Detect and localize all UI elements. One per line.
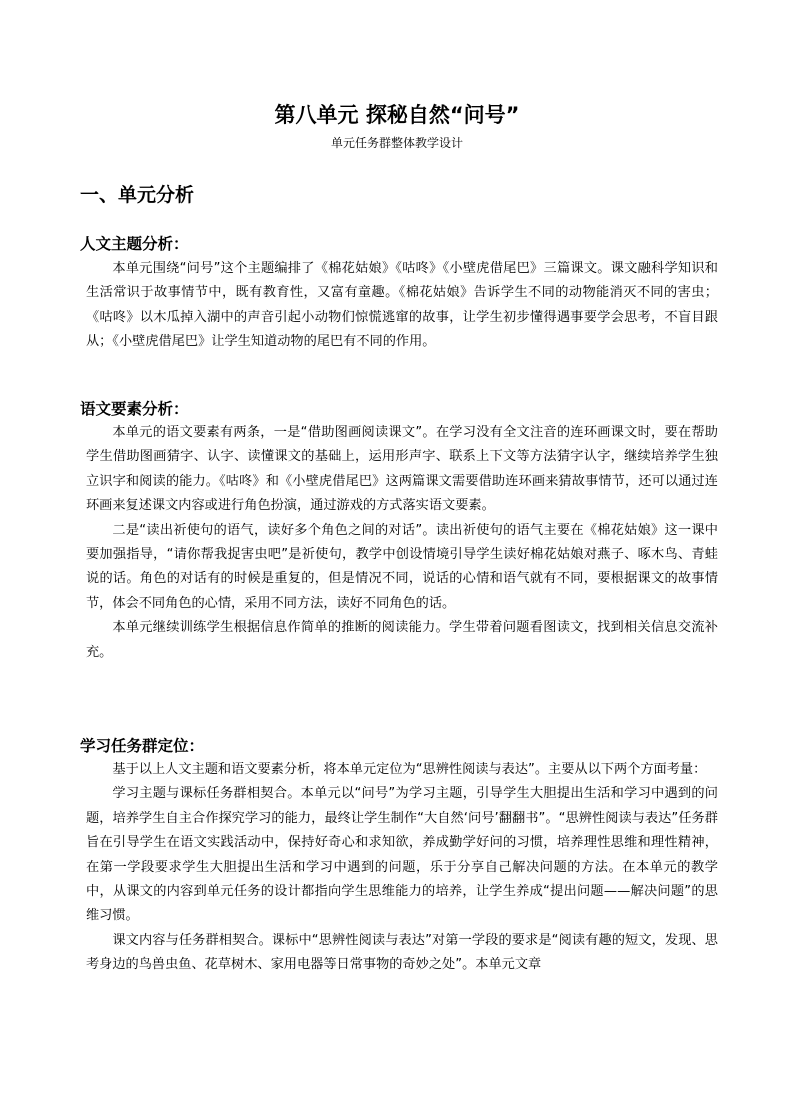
subheading-task-positioning: 学习任务群定位： <box>80 737 205 755</box>
paragraph: 二是“读出祈使句的语气，读好多个角色之间的对话”。读出祈使句的语气主要在《棉花姑娘》这一课中要加强指导，“请你帮我捉害虫吧”是祈使句，教学中创设情境引导学生读好棉花姑娘对燕子、啄木鸟、青蛙说的话。角色的对话有的时候是重复的，但是情况不同，说话的心情和语气就有不同，要根据课文的故事情节，体会不同角色的心情，采用不同方法，读好不同角色的话。 <box>86 522 718 611</box>
paragraph: 本单元围绕“问号”这个主题编排了《棉花姑娘》《咕咚》《小壁虎借尾巴》三篇课文。课文融科学知识和生活常识于故事情节中，既有教育性，又富有童趣。《棉花姑娘》告诉学生不同的动物能消灭不同的害虫；《咕咚》以木瓜掉入湖中的声音引起小动物们惊慌逃窜的故事，让学生初步懂得遇事要学会思考，不盲目跟从；《小壁虎借尾巴》让学生知道动物的尾巴有不同的作用。 <box>86 261 718 350</box>
paragraph: 课文内容与任务群相契合。课标中“思辨性阅读与表达”对第一学段的要求是“阅读有趣的短文，发现、思考身边的鸟兽虫鱼、花草树木、家用电器等日常事物的奇妙之处”。本单元文章 <box>86 932 718 973</box>
document-title: 第八单元 探秘自然“问号” <box>274 103 520 127</box>
subheading-language-elements: 语文要素分析： <box>80 400 189 418</box>
subheading-humanities-analysis: 人文主题分析： <box>80 235 189 253</box>
section-heading-unit-analysis: 一、单元分析 <box>80 184 195 206</box>
humanities-analysis-body <box>86 257 718 355</box>
paragraph: 学习主题与课标任务群相契合。本单元以“问号”为学习主题，引导学生大胆提出生活和学习中遇到的问题，培养学生自主合作探究学习的能力，最终让学生制作“大自然‘问号’翻翻书”。“思辨性阅读与表达”任务群旨在引导学生在语文实践活动中，保持好奇心和求知欲，养成勤学好问的习惯，培养理性思维和理性精神，在第一学段要求学生大胆提出生活和学习中遇到的问题，乐于分享自己解决问题的方法。在本单元的教学中，从课文的内容到单元任务的设计都指向学生思维能力的培养，让学生养成“提出问题——解决问题”的思维习惯。 <box>86 786 718 924</box>
paragraph: 基于以上人文主题和语文要素分析，将本单元定位为“思辨性阅读与表达”。主要从以下两个方面考量： <box>112 762 707 777</box>
language-elements-body <box>86 421 718 665</box>
paragraph: 本单元继续训练学生根据信息作简单的推断的阅读能力。学生带着问题看图读文，找到相关信息交流补充。 <box>86 620 718 660</box>
document-subtitle: 单元任务群整体教学设计 <box>330 136 463 150</box>
paragraph: 本单元的语文要素有两条，一是“借助图画阅读课文”。在学习没有全文注音的连环画课文时，要在帮助学生借助图画猜字、认字、读懂课文的基础上，运用形声字、联系上下文等方法猜字认字，继续培养学生独立识字和阅读的能力。《咕咚》和《小壁虎借尾巴》这两篇课文需要借助连环画来猜故事情节，还可以通过连环画来复述课文内容或进行角色扮演，通过游戏的方式落实语文要素。 <box>86 425 718 514</box>
task-positioning-body <box>86 758 718 978</box>
